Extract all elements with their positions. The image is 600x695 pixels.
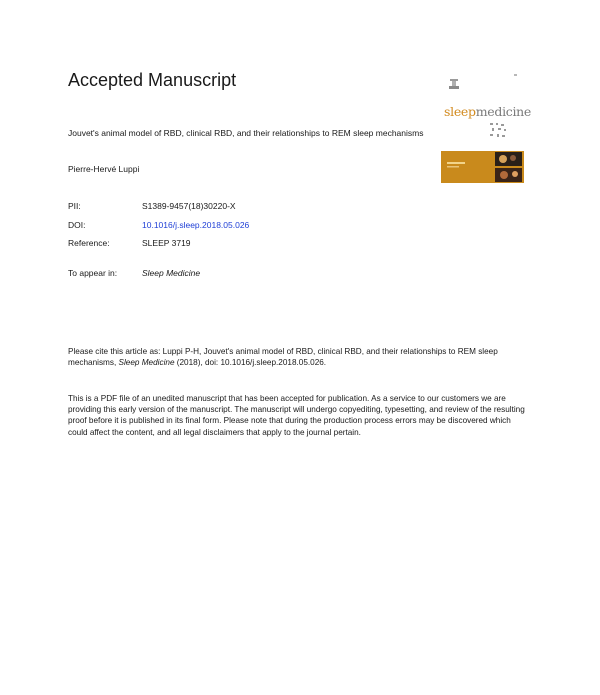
doi-label: DOI:: [68, 220, 86, 230]
journal-emblem-icon: [488, 122, 510, 140]
reference-value: SLEEP 3719: [142, 238, 191, 248]
citation-suffix: (2018), doi: 10.1016/j.sleep.2018.05.026.: [174, 358, 327, 368]
journal-cover-image: [441, 151, 524, 183]
reference-label: Reference:: [68, 238, 110, 248]
pii-value: S1389-9457(18)30220-X: [142, 201, 236, 211]
decorative-mark: [514, 74, 517, 76]
publisher-logo-icon: [448, 78, 460, 90]
author-name: Pierre-Hervé Luppi: [68, 164, 140, 174]
article-title: Jouvet's animal model of RBD, clinical RBD, and their relationships to REM sleep mechanisms: [68, 128, 424, 138]
journal-name-sleep: sleep: [444, 104, 476, 119]
appear-in-label: To appear in:: [68, 268, 118, 278]
journal-name-medicine: medicine: [475, 104, 532, 119]
journal-logo-text: [444, 104, 531, 119]
citation-paragraph: [68, 346, 530, 368]
citation-journal: Sleep Medicine: [118, 358, 175, 368]
disclaimer-paragraph: This is a PDF file of an unedited manuscript that has been accepted for publication. As a service to our customers we are providing this early version of the manuscript. The manuscript will undergo copyediting, typesetting, and review of the resulting proof before it is published in its final form. Please note that during the production process errors may be discovered which could affect the content, and all legal disclaimers that apply to the journal pertain.: [68, 394, 525, 437]
citation-prefix: Please cite this article as: Luppi P-H, Jouvet's animal model of RBD, clinical RBD, and their relationships to REM sleep mechanisms,: [68, 347, 498, 368]
page-heading: Accepted Manuscript: [68, 70, 237, 90]
appear-in-journal: Sleep Medicine: [142, 268, 201, 278]
doi-link[interactable]: 10.1016/j.sleep.2018.05.026: [142, 220, 250, 230]
pii-label: PII:: [68, 201, 81, 211]
